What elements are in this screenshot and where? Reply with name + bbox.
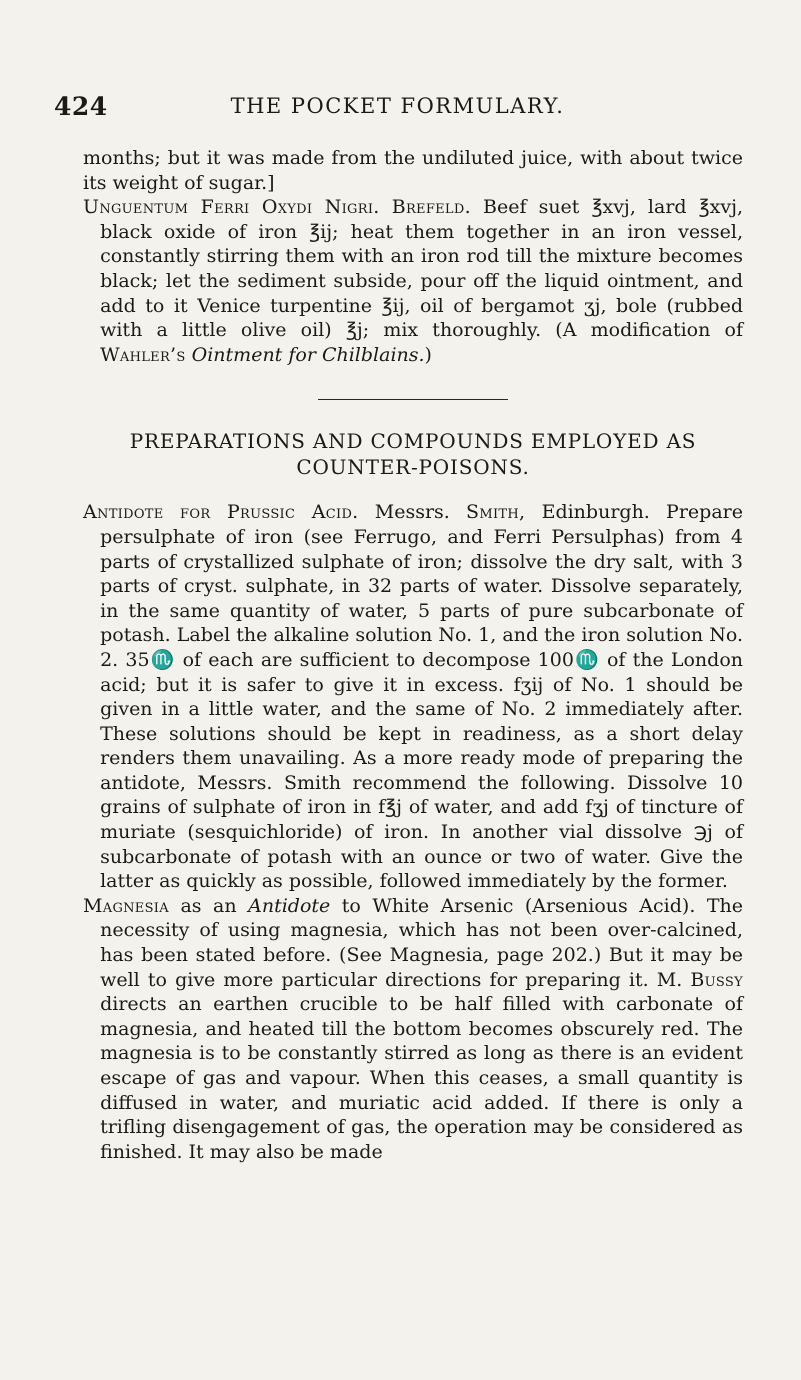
section-rule — [318, 399, 508, 400]
entry-author: Smith, — [466, 501, 526, 524]
entry-text-1: to White Arsenic (Arsenious Acid). The necessity of using magnesia, which has not been over-calcined, has been stated before. (See Magnesia, page 202.) But it may be well to give more particular directions for preparing it. M. — [100, 894, 744, 991]
italic-title: Ointment for Chilblains. — [191, 343, 425, 366]
page-body — [83, 146, 743, 1164]
entry-title: Unguentum Ferri Oxydi Nigri. — [83, 196, 380, 219]
author-bussy: Bussy — [690, 968, 743, 991]
entry-text-2: directs an earthen crucible to be half filled with carbonate of magnesia, and heated till the bottom becomes obscurely red. The magnesia is to be constantly stirred as long as there is an evident escape of gas and vapour. When this ceases, a small quantity is diffused in water, and muriatic acid added. If there is only a trifling disengagement of gas, the operation may be considered as finished. It may also be made — [100, 993, 743, 1163]
entry-unguentum — [83, 195, 743, 367]
entry-text: Beef suet ℥xvj, lard ℥xvj, black oxide of iron ℥ij; heat them together in an iron vessel, constantly stirring them with an iron rod till the mixture becomes black; let the sediment subside, pour off the liquid ointment, and add to it Venice turpentine ℥ij, oil of bergamot ʒj, bole (rubbed with a little olive oil) ℥j; mix thoroughly. (A modification of — [100, 196, 744, 342]
section-heading-line-1: PREPARATIONS AND COMPOUNDS EMPLOYED AS — [129, 429, 697, 454]
closing-paren: ) — [424, 343, 432, 366]
section-heading-line-2: COUNTER-POISONS. — [296, 455, 530, 480]
continuation-paragraph: months; but it was made from the undiluted juice, with about twice its weight of sugar.] — [83, 147, 743, 194]
entry-text: Edinburgh. Prepare persulphate of iron (see Ferrugo, and Ferri Persulphas) from 4 parts of crystallized sulphate of iron; dissolve the dry salt, with 3 parts of cryst. sulphate, in 32 parts of water. Dissolve separately, in the same quantity of water, 5 parts of pure subcarbonate of potash. Label the alkaline solution No. 1, and the iron solution No. 2. 35♏ of each are sufficient to decompose 100♏ of the London acid; but it is safer to give it in excess. fʒij of No. 1 should be given in a little water, and the same of No. 2 immediately after. These solutions should be kept in readiness, as a short delay renders them unavailing. As a more ready mode of preparing the antidote, Messrs. Smith recommend the following. Dissolve 10 grains of sulphate of iron in f℥j of water, and add fʒj of tincture of muriate (sesquichloride) of iron. In another vial dissolve ℈j of subcarbonate of potash with an ounce or two of water. Give the latter as quickly as possible, followed immediately by the former. — [100, 501, 743, 893]
entry-messrs: Messrs. — [374, 501, 450, 524]
entry-antidote-prussic-acid — [83, 500, 743, 894]
entry-title: Magnesia — [83, 894, 169, 917]
page-header — [54, 92, 741, 132]
running-title: THE POCKET FORMULARY. — [230, 94, 565, 118]
entry-title: Antidote for Prussic Acid. — [83, 501, 359, 524]
entry-magnesia — [83, 894, 743, 1165]
entry-author: Brefeld. — [391, 196, 471, 219]
author-wahler: Wahler’s — [100, 343, 186, 366]
entry-as-an: as an — [180, 894, 237, 917]
entry-antidote-italic: Antidote — [248, 894, 331, 917]
section-heading — [83, 428, 743, 480]
page-number: 424 — [54, 92, 108, 121]
